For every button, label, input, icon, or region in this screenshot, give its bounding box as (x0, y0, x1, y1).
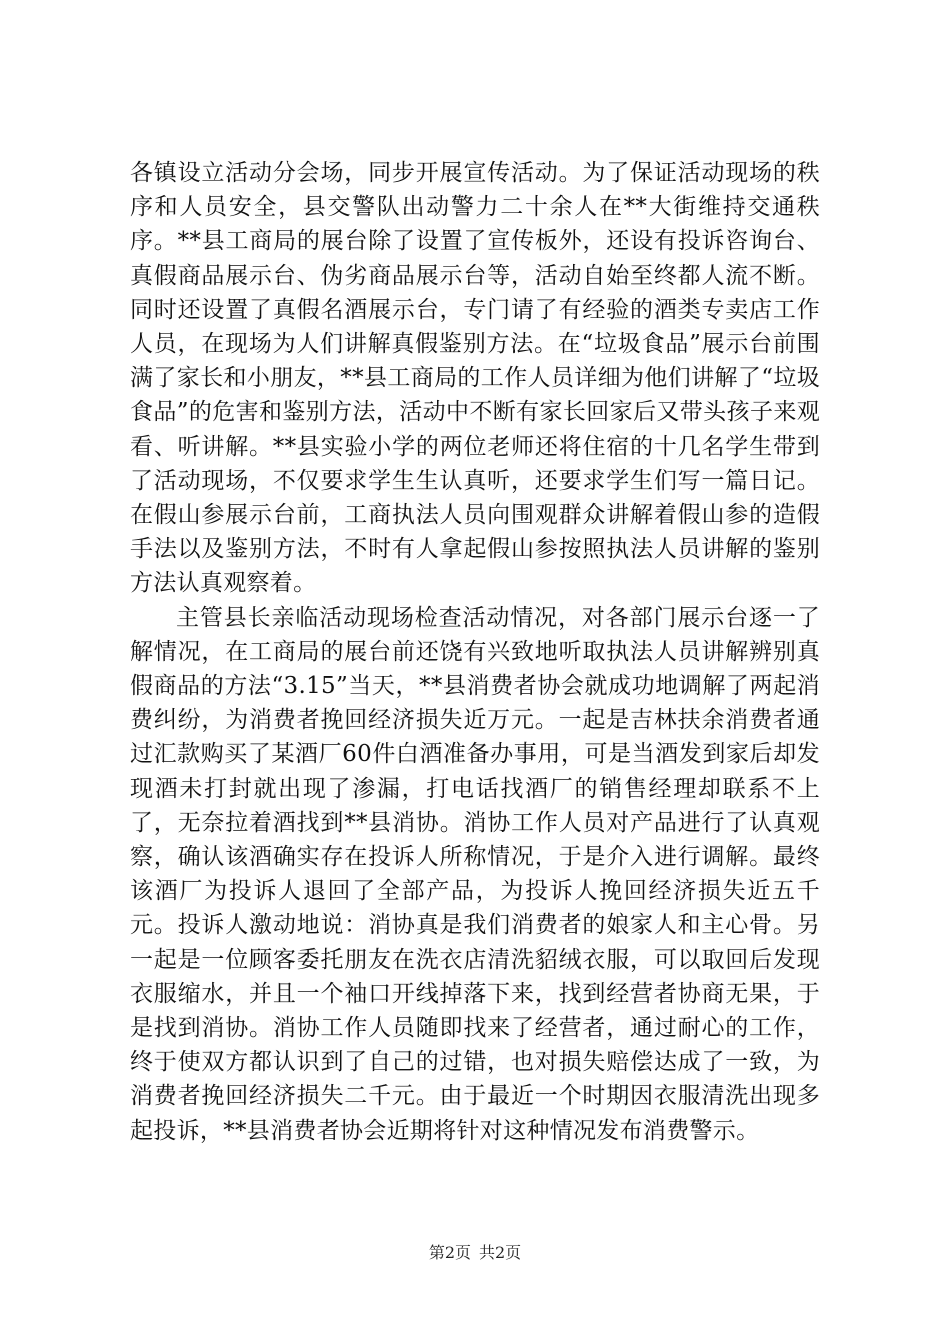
page-number-total: 共2页 (479, 1243, 522, 1262)
document-body (130, 156, 820, 1148)
paragraph-continuation: 各镇设立活动分会场，同步开展宣传活动。为了保证活动现场的秩序和人员安全，县交警队出动警力二十余人在**大街维持交通秩序。**县工商局的展台除了设置了宣传板外，还设有投诉咨询台、真假商品展示台、伪劣商品展示台等，活动自始至终都人流不断。同时还设置了真假名酒展示台，专门请了有经验的酒类专卖店工作人员，在现场为人们讲解真假鉴别方法。在“垃圾食品”展示台前围满了家长和小朋友，**县工商局的工作人员详细为他们讲解了“垃圾食品”的危害和鉴别方法，活动中不断有家长回家后又带头孩子来观看、听讲解。**县实验小学的两位老师还将住宿的十几名学生带到了活动现场，不仅要求学生生认真听，还要求学生们写一篇日记。在假山参展示台前，工商执法人员向围观群众讲解着假山参的造假手法以及鉴别方法，不时有人拿起假山参按照执法人员讲解的鉴别方法认真观察着。 (130, 160, 820, 597)
paragraph-county-head-visit: 主管县长亲临活动现场检查活动情况，对各部门展示台逐一了解情况，在工商局的展台前还饶有兴致地听取执法人员讲解辨别真假商品的方法“3.15”当天，**县消费者协会就成功地调解了两起消费纠纷，为消费者挽回经济损失近万元。一起是吉林扶余消费者通过汇款购买了某酒厂60件白酒准备办事用，可是当酒发到家后却发现酒未打封就出现了渗漏，打电话找酒厂的销售经理却联系不上了，无奈拉着酒找到**县消协。消协工作人员对产品进行了认真观察，确认该酒确实存在投诉人所称情况，于是介入进行调解。最终该酒厂为投诉人退回了全部产品，为投诉人挽回经济损失近五千元。投诉人激动地说：消协真是我们消费者的娘家人和主心骨。另一起是一位顾客委托朋友在洗衣店清洗貂绒衣服，可以取回后发现衣服缩水，并且一个袖口开线掉落下来，找到经营者协商无果，于是找到消协。消协工作人员随即找来了经营者，通过耐心的工作，终于使双方都认识到了自己的过错，也对损失赔偿达成了一致，为消费者挽回经济损失二千元。由于最近一个时期因衣服清洗出现多起投诉，**县消费者协会近期将针对这种情况发布消费警示。 (130, 604, 820, 1144)
page-number-current: 第2页 (428, 1243, 471, 1262)
page-footer (0, 1243, 950, 1263)
